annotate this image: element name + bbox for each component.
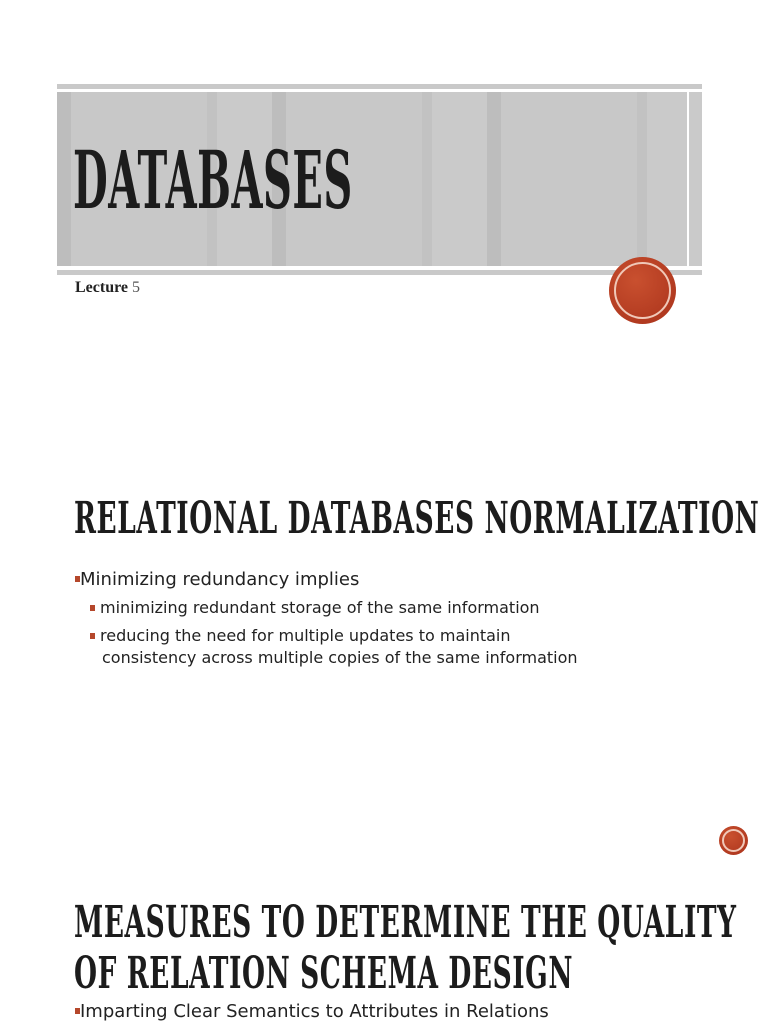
section-title: RELATIONAL DATABASES NORMALIZATION bbox=[74, 493, 760, 544]
subtitle-number: 5 bbox=[132, 279, 141, 296]
decorative-circle bbox=[609, 257, 676, 324]
bullet-text: Minimizing redundancy implies bbox=[80, 569, 360, 590]
section-title-line2: OF RELATION SCHEMA DESIGN bbox=[74, 948, 574, 999]
section-title-line1: MEASURES TO DETERMINE THE QUALITY bbox=[74, 897, 737, 948]
slide-title: DATABASES bbox=[73, 133, 353, 227]
bullet-item bbox=[75, 1001, 549, 1022]
subtitle-label: Lecture bbox=[75, 279, 129, 296]
bullet-item bbox=[75, 569, 359, 590]
decorative-circle-small bbox=[719, 826, 748, 855]
bullet-text: Imparting Clear Semantics to Attributes in Relations bbox=[80, 1001, 549, 1022]
bullet-icon bbox=[90, 633, 95, 639]
bottom-band bbox=[57, 270, 702, 275]
slide-subtitle bbox=[75, 279, 140, 297]
top-band bbox=[57, 84, 702, 89]
sub-bullet-continuation: consistency across multiple copies of the same information bbox=[102, 648, 578, 667]
banner-divider bbox=[687, 92, 689, 266]
sub-bullet-text: minimizing redundant storage of the same information bbox=[100, 598, 540, 617]
bullet-icon bbox=[90, 605, 95, 611]
sub-bullet-item bbox=[90, 598, 540, 617]
sub-bullet-item bbox=[90, 626, 511, 645]
sub-bullet-text: reducing the need for multiple updates to maintain bbox=[100, 626, 511, 645]
